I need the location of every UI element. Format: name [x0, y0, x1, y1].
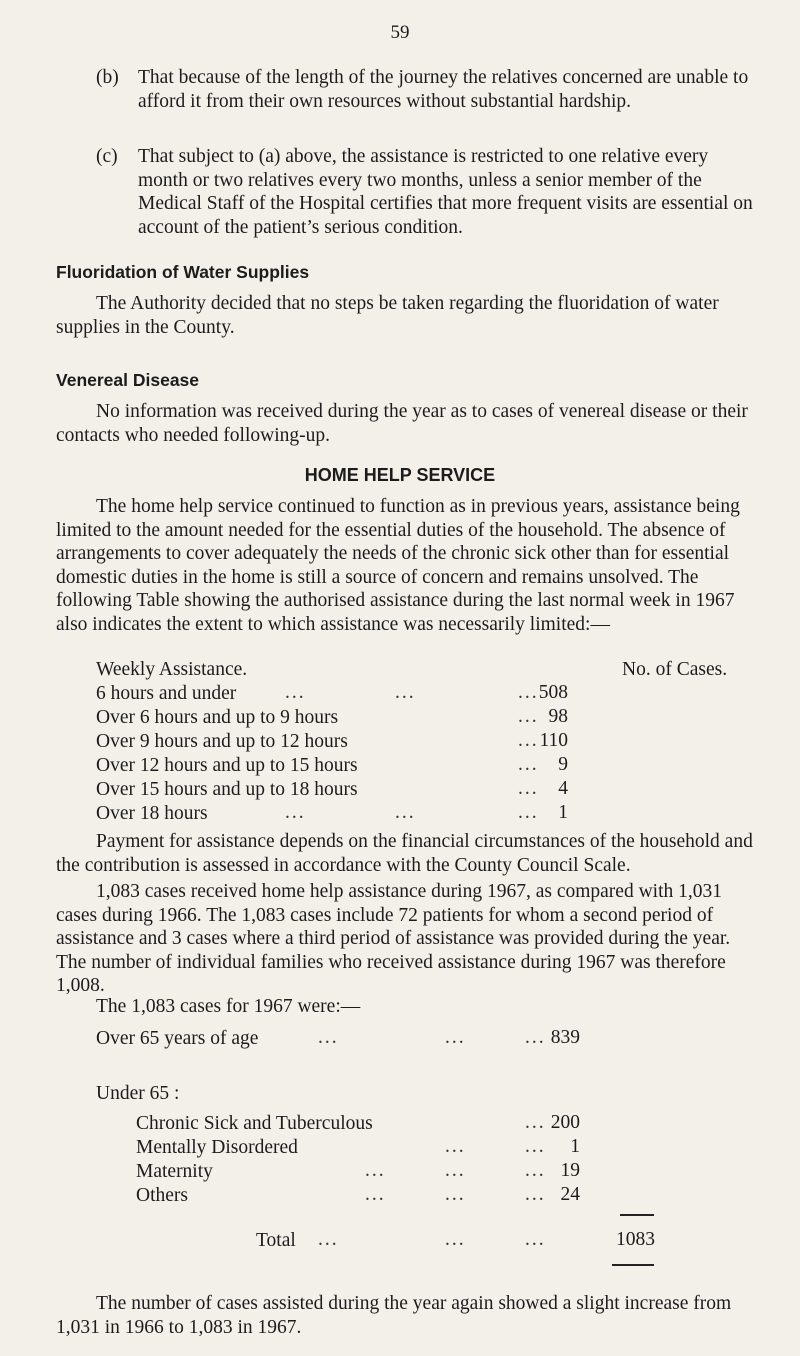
home-help-intro: The home help service continued to function as in previous years, assistance being limited to the amount needed for the essential duties of the household. The absence of arrangements to cover adequately the needs of the chronic sick other than for essential domestic duties in the home is still a source of concern and remains unsolved. The following Table showing the authorised assistance during the last normal week in 1967 also indicates the extent to which assistance was necessarily limited:—	[56, 496, 740, 635]
leader-dots: ...	[318, 1229, 339, 1250]
leader-dots: ...	[525, 1184, 546, 1205]
table-row-value: 98	[548, 706, 568, 727]
leader-dots: ...	[395, 802, 416, 823]
table-row-label: Over 15 hours and up to 18 hours	[96, 779, 358, 800]
under65-row-label: Mentally Disordered	[136, 1137, 298, 1158]
list-item-b	[96, 66, 758, 113]
total-rule	[612, 1264, 654, 1266]
leader-dots: ...	[445, 1027, 466, 1048]
payment-text: Payment for assistance depends on the financial circumstances of the household and the contribution is assessed in accordance with the County Council Scale.	[56, 831, 753, 876]
venereal-heading: Venereal Disease	[56, 370, 200, 390]
table-row-value: 1	[558, 802, 568, 823]
leader-dots: ...	[518, 754, 539, 775]
list-item-text: That subject to (a) above, the assistance is restricted to one relative every month or two relatives every two months, unless a senior member of the Medical Staff of the Hospital certifies that more frequent visits are essential on account of the patient’s serious condition.	[138, 146, 753, 238]
leader-dots: ...	[365, 1160, 386, 1181]
page-number: 59	[390, 22, 410, 43]
fluoridation-text: The Authority decided that no steps be taken regarding the fluoridation of water supplies in the County.	[56, 293, 719, 338]
leader-dots: ...	[525, 1112, 546, 1133]
home-help-heading: HOME HELP SERVICE	[304, 465, 496, 485]
cases-text: 1,083 cases received home help assistance during 1967, as compared with 1,031 cases during 1966. The 1,083 cases include 72 patients for whom a second period of assistance and 3 cases where a third period of assistance was provided during the year. The number of individual families who received assistance during 1967 was therefore 1,008.	[56, 881, 731, 997]
leader-dots: ...	[525, 1027, 546, 1048]
under65-row-label: Others	[136, 1185, 188, 1206]
under65-row-value: 19	[560, 1160, 580, 1181]
under65-label: Under 65 :	[96, 1083, 180, 1104]
leader-dots: ...	[518, 682, 539, 703]
under65-row-value: 24	[560, 1184, 580, 1205]
list-item-label: (c)	[96, 146, 118, 167]
table-row-label: Over 18 hours	[96, 803, 208, 824]
table-row-label: Over 12 hours and up to 15 hours	[96, 755, 358, 776]
table-row-label: Over 6 hours and up to 9 hours	[96, 707, 339, 728]
table-row-value: 508	[538, 682, 568, 703]
under65-row-value: 1	[570, 1136, 580, 1157]
table-row-value: 9	[558, 754, 568, 775]
table-row-value: 110	[539, 730, 568, 751]
table-row-value: 4	[558, 778, 568, 799]
over65-value: 839	[550, 1027, 580, 1048]
table-header-weekly: Weekly Assistance.	[96, 659, 248, 680]
leader-dots: ...	[518, 706, 539, 727]
list-item-text: That because of the length of the journey the relatives concerned are unable to afford it from their own resources without substantial hardship.	[138, 67, 749, 112]
closing-text: The number of cases assisted during the year again showed a slight increase from 1,031 in 1966 to 1,083 in 1967.	[56, 1293, 732, 1338]
leader-dots: ...	[518, 802, 539, 823]
leader-dots: ...	[445, 1229, 466, 1250]
breakdown-intro: The 1,083 cases for 1967 were:—	[96, 996, 361, 1017]
leader-dots: ...	[518, 778, 539, 799]
over65-label: Over 65 years of age	[96, 1028, 259, 1049]
leader-dots: ...	[395, 682, 416, 703]
table-row-label: Over 9 hours and up to 12 hours	[96, 731, 348, 752]
total-value: 1083	[616, 1229, 655, 1250]
venereal-text: No information was received during the year as to cases of venereal disease or their contacts who needed following-up.	[56, 401, 748, 446]
subtotal-rule	[620, 1214, 654, 1216]
list-item-label: (b)	[96, 67, 119, 88]
table-row-label: 6 hours and under	[96, 683, 237, 704]
leader-dots: ...	[285, 682, 306, 703]
leader-dots: ...	[318, 1027, 339, 1048]
under65-row-label: Chronic Sick and Tuberculous	[136, 1113, 373, 1134]
leader-dots: ...	[365, 1184, 386, 1205]
leader-dots: ...	[525, 1160, 546, 1181]
leader-dots: ...	[445, 1184, 466, 1205]
leader-dots: ...	[518, 730, 539, 751]
list-item-c	[96, 145, 758, 239]
fluoridation-heading: Fluoridation of Water Supplies	[56, 262, 310, 282]
leader-dots: ...	[525, 1136, 546, 1157]
leader-dots: ...	[445, 1160, 466, 1181]
under65-row-label: Maternity	[136, 1161, 213, 1182]
leader-dots: ...	[445, 1136, 466, 1157]
leader-dots: ...	[285, 802, 306, 823]
leader-dots: ...	[525, 1229, 546, 1250]
total-label: Total	[256, 1230, 296, 1251]
under65-row-value: 200	[550, 1112, 580, 1133]
table-header-cases: No. of Cases.	[622, 659, 728, 680]
